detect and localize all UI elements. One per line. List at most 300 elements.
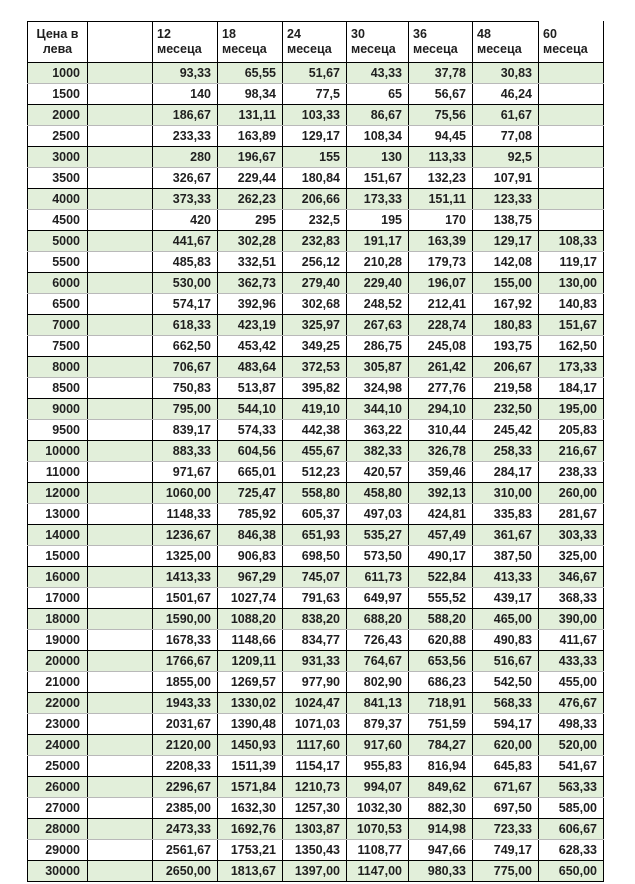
payment-cell: 816,94 xyxy=(409,756,473,777)
payment-cell: 1210,73 xyxy=(283,777,347,798)
payment-cell: 163,39 xyxy=(409,231,473,252)
payment-cell: 1027,74 xyxy=(218,588,283,609)
payment-cell: 697,50 xyxy=(473,798,539,819)
payment-cell: 368,33 xyxy=(539,588,604,609)
payment-cell: 277,76 xyxy=(409,378,473,399)
payment-cell: 2120,00 xyxy=(153,735,218,756)
payment-cell: 498,33 xyxy=(539,714,604,735)
payment-cell: 513,87 xyxy=(218,378,283,399)
payment-cell: 1257,30 xyxy=(283,798,347,819)
price-cell: 22000 xyxy=(28,693,88,714)
payment-cell: 310,00 xyxy=(473,483,539,504)
payment-cell: 535,27 xyxy=(347,525,409,546)
price-cell: 7500 xyxy=(28,336,88,357)
payment-cell: 184,17 xyxy=(539,378,604,399)
payment-cell: 726,43 xyxy=(347,630,409,651)
payment-cell: 173,33 xyxy=(539,357,604,378)
col-header-term-60 xyxy=(539,22,604,63)
payment-cell: 119,17 xyxy=(539,252,604,273)
table-row xyxy=(28,105,604,126)
payment-cell: 107,91 xyxy=(473,168,539,189)
payment-cell: 698,50 xyxy=(283,546,347,567)
price-cell: 26000 xyxy=(28,777,88,798)
payment-cell: 151,11 xyxy=(409,189,473,210)
payment-cell: 258,33 xyxy=(473,441,539,462)
payment-cell: 423,19 xyxy=(218,315,283,336)
payment-cell: 267,63 xyxy=(347,315,409,336)
payment-cell: 232,50 xyxy=(473,399,539,420)
price-cell: 13000 xyxy=(28,504,88,525)
spacer-cell xyxy=(88,504,153,525)
payment-cell: 167,92 xyxy=(473,294,539,315)
payment-cell: 98,34 xyxy=(218,84,283,105)
table-row xyxy=(28,147,604,168)
price-cell: 8500 xyxy=(28,378,88,399)
payment-cell: 490,83 xyxy=(473,630,539,651)
payment-cell: 305,87 xyxy=(347,357,409,378)
price-cell: 2500 xyxy=(28,126,88,147)
payment-cell: 75,56 xyxy=(409,105,473,126)
payment-cell: 229,40 xyxy=(347,273,409,294)
payment-cell: 785,92 xyxy=(218,504,283,525)
payment-cell: 1209,11 xyxy=(218,651,283,672)
payment-cell: 980,33 xyxy=(409,861,473,882)
price-cell: 25000 xyxy=(28,756,88,777)
payment-cell: 262,23 xyxy=(218,189,283,210)
spacer-cell xyxy=(88,567,153,588)
spacer-cell xyxy=(88,252,153,273)
col-header-term-36 xyxy=(409,22,473,63)
loan-payment-table xyxy=(27,21,604,882)
table-row xyxy=(28,462,604,483)
price-cell: 23000 xyxy=(28,714,88,735)
payment-cell: 256,12 xyxy=(283,252,347,273)
payment-cell: 1147,00 xyxy=(347,861,409,882)
payment-cell: 1571,84 xyxy=(218,777,283,798)
price-cell: 9000 xyxy=(28,399,88,420)
table-row xyxy=(28,735,604,756)
table-row xyxy=(28,210,604,231)
payment-cell: 1148,33 xyxy=(153,504,218,525)
payment-cell: 284,17 xyxy=(473,462,539,483)
payment-cell: 628,33 xyxy=(539,840,604,861)
term-unit-label: месеца xyxy=(157,42,202,56)
table-row xyxy=(28,126,604,147)
payment-cell: 420,57 xyxy=(347,462,409,483)
table-row xyxy=(28,189,604,210)
payment-cell: 346,67 xyxy=(539,567,604,588)
header-row xyxy=(28,22,604,63)
price-cell: 9500 xyxy=(28,420,88,441)
payment-cell: 650,00 xyxy=(539,861,604,882)
payment-cell: 994,07 xyxy=(347,777,409,798)
payment-cell: 588,20 xyxy=(409,609,473,630)
payment-cell: 611,73 xyxy=(347,567,409,588)
payment-cell: 232,83 xyxy=(283,231,347,252)
table-row xyxy=(28,777,604,798)
payment-cell xyxy=(539,105,604,126)
payment-cell: 324,98 xyxy=(347,378,409,399)
payment-cell: 439,17 xyxy=(473,588,539,609)
price-cell: 18000 xyxy=(28,609,88,630)
payment-cell: 455,00 xyxy=(539,672,604,693)
payment-cell: 688,20 xyxy=(347,609,409,630)
payment-cell: 310,44 xyxy=(409,420,473,441)
payment-cell xyxy=(539,147,604,168)
payment-cell: 245,08 xyxy=(409,336,473,357)
price-cell: 17000 xyxy=(28,588,88,609)
payment-cell: 620,00 xyxy=(473,735,539,756)
payment-cell: 205,83 xyxy=(539,420,604,441)
payment-cell: 497,03 xyxy=(347,504,409,525)
payment-cell: 585,00 xyxy=(539,798,604,819)
payment-cell: 173,33 xyxy=(347,189,409,210)
payment-cell: 555,52 xyxy=(409,588,473,609)
payment-cell: 1413,33 xyxy=(153,567,218,588)
payment-cell: 838,20 xyxy=(283,609,347,630)
spacer-cell xyxy=(88,63,153,84)
payment-cell: 2473,33 xyxy=(153,819,218,840)
payment-cell: 879,37 xyxy=(347,714,409,735)
payment-cell: 103,33 xyxy=(283,105,347,126)
payment-cell: 1678,33 xyxy=(153,630,218,651)
payment-cell: 516,67 xyxy=(473,651,539,672)
price-cell: 21000 xyxy=(28,672,88,693)
payment-cell: 839,17 xyxy=(153,420,218,441)
payment-cell: 326,78 xyxy=(409,441,473,462)
payment-cell: 61,67 xyxy=(473,105,539,126)
payment-cell: 286,75 xyxy=(347,336,409,357)
payment-cell: 238,33 xyxy=(539,462,604,483)
payment-cell: 1943,33 xyxy=(153,693,218,714)
payment-cell: 1269,57 xyxy=(218,672,283,693)
table-row xyxy=(28,378,604,399)
payment-cell: 191,17 xyxy=(347,231,409,252)
term-months-label: 36 xyxy=(413,27,427,41)
spacer-cell xyxy=(88,441,153,462)
payment-cell: 541,67 xyxy=(539,756,604,777)
spacer-cell xyxy=(88,672,153,693)
spacer-cell xyxy=(88,462,153,483)
payment-cell: 745,07 xyxy=(283,567,347,588)
price-cell: 24000 xyxy=(28,735,88,756)
spacer-cell xyxy=(88,777,153,798)
payment-cell: 1154,17 xyxy=(283,756,347,777)
payment-cell: 387,50 xyxy=(473,546,539,567)
price-cell: 4500 xyxy=(28,210,88,231)
spacer-cell xyxy=(88,105,153,126)
term-months-label: 12 xyxy=(157,27,171,41)
payment-cell: 2650,00 xyxy=(153,861,218,882)
payment-cell: 390,00 xyxy=(539,609,604,630)
payment-cell: 108,33 xyxy=(539,231,604,252)
spacer-cell xyxy=(88,315,153,336)
price-cell: 1500 xyxy=(28,84,88,105)
table-row xyxy=(28,588,604,609)
payment-cell: 424,81 xyxy=(409,504,473,525)
table-row xyxy=(28,546,604,567)
payment-cell: 665,01 xyxy=(218,462,283,483)
payment-cell: 382,33 xyxy=(347,441,409,462)
spacer-cell xyxy=(88,861,153,882)
spacer-cell xyxy=(88,336,153,357)
price-cell: 8000 xyxy=(28,357,88,378)
table-row xyxy=(28,840,604,861)
payment-cell: 195,00 xyxy=(539,399,604,420)
payment-cell: 155,00 xyxy=(473,273,539,294)
payment-cell: 2031,67 xyxy=(153,714,218,735)
payment-cell: 749,17 xyxy=(473,840,539,861)
payment-cell: 568,33 xyxy=(473,693,539,714)
spacer-cell xyxy=(88,126,153,147)
payment-cell: 77,08 xyxy=(473,126,539,147)
table-row xyxy=(28,168,604,189)
payment-cell: 1325,00 xyxy=(153,546,218,567)
spacer-cell xyxy=(88,798,153,819)
payment-cell: 411,67 xyxy=(539,630,604,651)
payment-cell: 349,25 xyxy=(283,336,347,357)
payment-cell: 947,66 xyxy=(409,840,473,861)
col-header-term-24 xyxy=(283,22,347,63)
payment-cell: 260,00 xyxy=(539,483,604,504)
payment-cell: 1148,66 xyxy=(218,630,283,651)
payment-cell: 280 xyxy=(153,147,218,168)
payment-cell: 420 xyxy=(153,210,218,231)
payment-cell: 914,98 xyxy=(409,819,473,840)
payment-cell: 1632,30 xyxy=(218,798,283,819)
payment-cell: 645,83 xyxy=(473,756,539,777)
payment-cell: 775,00 xyxy=(473,861,539,882)
table-row xyxy=(28,672,604,693)
spacer-cell xyxy=(88,357,153,378)
payment-cell: 372,53 xyxy=(283,357,347,378)
table-row xyxy=(28,714,604,735)
spacer-cell xyxy=(88,168,153,189)
payment-cell xyxy=(539,189,604,210)
col-header-term-18 xyxy=(218,22,283,63)
table-row xyxy=(28,441,604,462)
payment-cell: 1088,20 xyxy=(218,609,283,630)
price-cell: 27000 xyxy=(28,798,88,819)
col-header-term-48 xyxy=(473,22,539,63)
spacer-cell xyxy=(88,840,153,861)
payment-cell: 458,80 xyxy=(347,483,409,504)
price-cell: 2000 xyxy=(28,105,88,126)
price-cell: 4000 xyxy=(28,189,88,210)
payment-cell: 232,5 xyxy=(283,210,347,231)
spacer-cell xyxy=(88,399,153,420)
spacer-cell xyxy=(88,210,153,231)
payment-cell: 142,08 xyxy=(473,252,539,273)
payment-cell: 359,46 xyxy=(409,462,473,483)
spacer-cell xyxy=(88,546,153,567)
payment-cell: 332,51 xyxy=(218,252,283,273)
payment-cell: 129,17 xyxy=(473,231,539,252)
payment-cell: 180,83 xyxy=(473,315,539,336)
payment-cell: 179,73 xyxy=(409,252,473,273)
payment-cell: 671,67 xyxy=(473,777,539,798)
price-cell: 3500 xyxy=(28,168,88,189)
payment-cell: 1350,43 xyxy=(283,840,347,861)
payment-cell: 123,33 xyxy=(473,189,539,210)
price-cell: 11000 xyxy=(28,462,88,483)
payment-cell: 971,67 xyxy=(153,462,218,483)
table-row xyxy=(28,399,604,420)
payment-cell: 2208,33 xyxy=(153,756,218,777)
table-row xyxy=(28,798,604,819)
payment-cell: 490,17 xyxy=(409,546,473,567)
payment-cell: 483,64 xyxy=(218,357,283,378)
payment-cell: 279,40 xyxy=(283,273,347,294)
payment-cell: 1108,77 xyxy=(347,840,409,861)
payment-cell: 791,63 xyxy=(283,588,347,609)
payment-cell: 261,42 xyxy=(409,357,473,378)
payment-cell: 967,29 xyxy=(218,567,283,588)
payment-cell: 392,96 xyxy=(218,294,283,315)
table-row xyxy=(28,84,604,105)
payment-cell: 574,33 xyxy=(218,420,283,441)
payment-cell: 180,84 xyxy=(283,168,347,189)
payment-cell: 795,00 xyxy=(153,399,218,420)
payment-cell: 1501,67 xyxy=(153,588,218,609)
payment-cell: 373,33 xyxy=(153,189,218,210)
price-cell: 5000 xyxy=(28,231,88,252)
price-header-line2: лева xyxy=(42,42,73,56)
spacer-cell xyxy=(88,525,153,546)
table-row xyxy=(28,336,604,357)
payment-cell: 210,28 xyxy=(347,252,409,273)
payment-cell: 392,13 xyxy=(409,483,473,504)
spacer-cell xyxy=(88,714,153,735)
payment-cell: 65 xyxy=(347,84,409,105)
price-header-line1: Цена в xyxy=(36,27,79,41)
payment-cell: 542,50 xyxy=(473,672,539,693)
price-cell: 1000 xyxy=(28,63,88,84)
term-unit-label: месеца xyxy=(351,42,396,56)
payment-cell: 195 xyxy=(347,210,409,231)
payment-cell: 1766,67 xyxy=(153,651,218,672)
payment-cell: 544,10 xyxy=(218,399,283,420)
table-row xyxy=(28,294,604,315)
payment-cell: 229,44 xyxy=(218,168,283,189)
payment-cell: 1813,67 xyxy=(218,861,283,882)
payment-cell: 485,83 xyxy=(153,252,218,273)
payment-cell: 303,33 xyxy=(539,525,604,546)
payment-cell: 94,45 xyxy=(409,126,473,147)
payment-cell: 170 xyxy=(409,210,473,231)
payment-cell: 1590,00 xyxy=(153,609,218,630)
payment-cell: 155 xyxy=(283,147,347,168)
payment-cell: 834,77 xyxy=(283,630,347,651)
payment-cell: 605,37 xyxy=(283,504,347,525)
payment-cell: 512,23 xyxy=(283,462,347,483)
col-header-term-12 xyxy=(153,22,218,63)
payment-cell xyxy=(539,168,604,189)
payment-cell: 441,67 xyxy=(153,231,218,252)
col-header-term-30 xyxy=(347,22,409,63)
col-header-price xyxy=(28,22,88,63)
price-cell: 30000 xyxy=(28,861,88,882)
payment-cell: 413,33 xyxy=(473,567,539,588)
payment-cell: 77,5 xyxy=(283,84,347,105)
table-row xyxy=(28,357,604,378)
payment-cell: 433,33 xyxy=(539,651,604,672)
payment-cell: 51,67 xyxy=(283,63,347,84)
payment-cell: 1071,03 xyxy=(283,714,347,735)
payment-cell: 130 xyxy=(347,147,409,168)
payment-cell: 2385,00 xyxy=(153,798,218,819)
payment-cell: 1303,87 xyxy=(283,819,347,840)
payment-cell: 245,42 xyxy=(473,420,539,441)
payment-cell: 520,00 xyxy=(539,735,604,756)
payment-cell xyxy=(539,63,604,84)
payment-cell: 455,67 xyxy=(283,441,347,462)
table-row xyxy=(28,231,604,252)
payment-cell: 530,00 xyxy=(153,273,218,294)
payment-cell: 1692,76 xyxy=(218,819,283,840)
payment-cell: 344,10 xyxy=(347,399,409,420)
payment-cell: 131,11 xyxy=(218,105,283,126)
payment-cell: 453,42 xyxy=(218,336,283,357)
price-cell: 15000 xyxy=(28,546,88,567)
price-cell: 6000 xyxy=(28,273,88,294)
payment-cell: 132,23 xyxy=(409,168,473,189)
spacer-cell xyxy=(88,294,153,315)
payment-cell: 206,67 xyxy=(473,357,539,378)
payment-cell: 186,67 xyxy=(153,105,218,126)
payment-cell: 718,91 xyxy=(409,693,473,714)
payment-cell: 649,97 xyxy=(347,588,409,609)
payment-cell: 302,68 xyxy=(283,294,347,315)
payment-cell: 802,90 xyxy=(347,672,409,693)
payment-cell: 56,67 xyxy=(409,84,473,105)
payment-cell: 233,33 xyxy=(153,126,218,147)
payment-cell: 395,82 xyxy=(283,378,347,399)
payment-cell: 955,83 xyxy=(347,756,409,777)
payment-cell: 108,34 xyxy=(347,126,409,147)
payment-cell: 686,23 xyxy=(409,672,473,693)
payment-cell: 2561,67 xyxy=(153,840,218,861)
payment-cell: 846,38 xyxy=(218,525,283,546)
spacer-cell xyxy=(88,378,153,399)
table-row xyxy=(28,756,604,777)
term-months-label: 24 xyxy=(287,27,301,41)
price-cell: 14000 xyxy=(28,525,88,546)
table-row xyxy=(28,525,604,546)
payment-cell: 917,60 xyxy=(347,735,409,756)
payment-cell: 193,75 xyxy=(473,336,539,357)
table-row xyxy=(28,252,604,273)
spacer-cell xyxy=(88,147,153,168)
payment-cell: 849,62 xyxy=(409,777,473,798)
payment-cell: 558,80 xyxy=(283,483,347,504)
payment-cell: 563,33 xyxy=(539,777,604,798)
payment-cell: 442,38 xyxy=(283,420,347,441)
price-cell: 10000 xyxy=(28,441,88,462)
payment-cell: 419,10 xyxy=(283,399,347,420)
payment-cell: 325,97 xyxy=(283,315,347,336)
payment-cell: 1450,93 xyxy=(218,735,283,756)
payment-cell: 92,5 xyxy=(473,147,539,168)
payment-cell: 37,78 xyxy=(409,63,473,84)
payment-cell: 784,27 xyxy=(409,735,473,756)
table-row xyxy=(28,567,604,588)
payment-cell: 151,67 xyxy=(539,315,604,336)
payment-cell: 281,67 xyxy=(539,504,604,525)
payment-cell: 294,10 xyxy=(409,399,473,420)
price-cell: 20000 xyxy=(28,651,88,672)
price-cell: 6500 xyxy=(28,294,88,315)
